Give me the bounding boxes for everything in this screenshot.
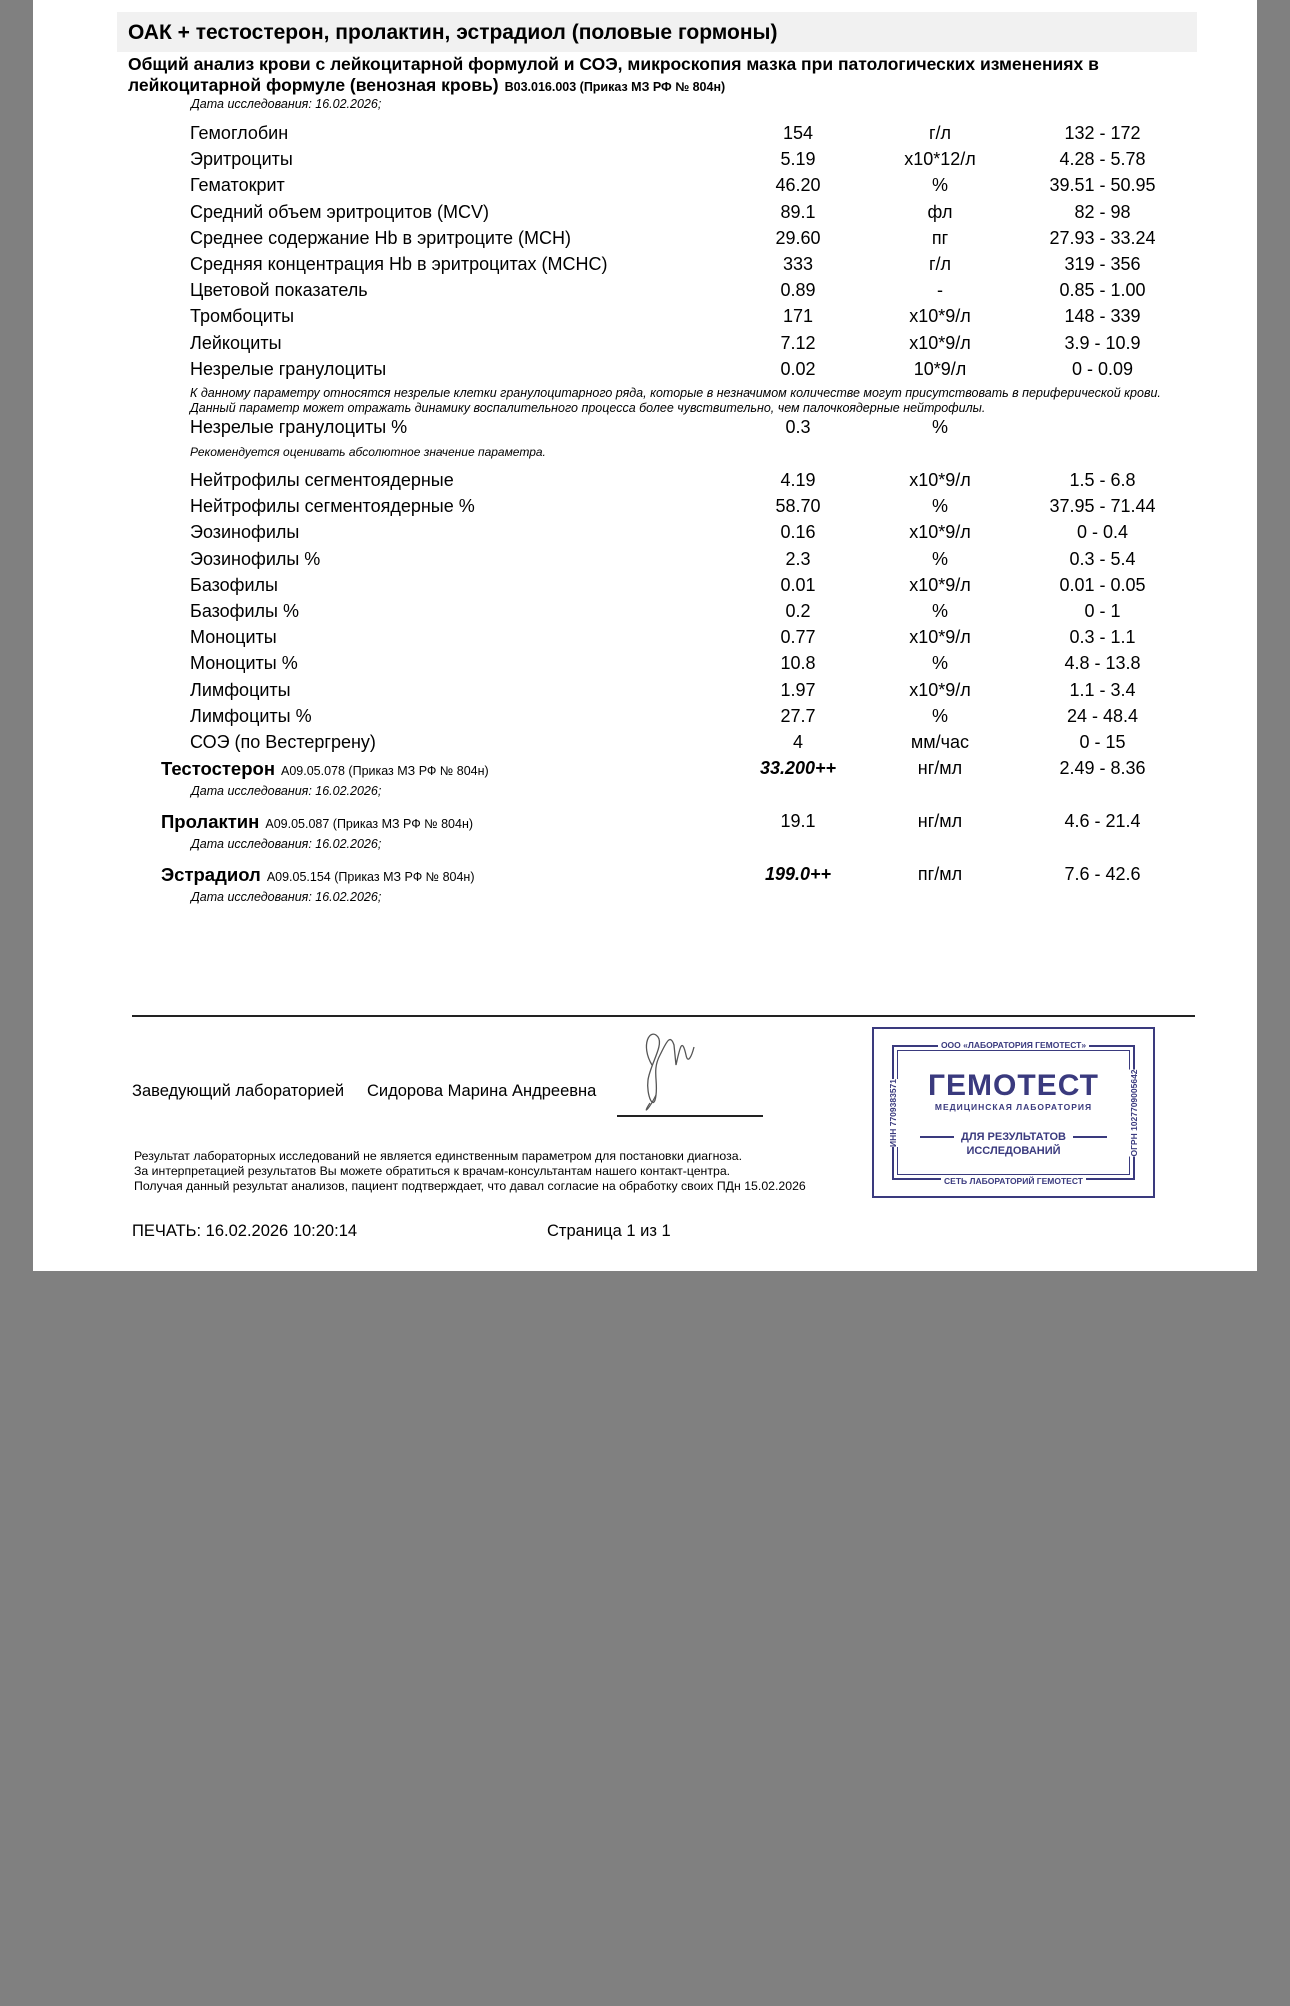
stamp-purpose — [874, 1130, 1153, 1158]
page-number: Страница 1 из 1 — [547, 1222, 671, 1240]
hormone-row — [0, 811, 1290, 835]
result-row — [0, 706, 1290, 730]
result-unit: нг/мл — [917, 758, 963, 778]
hormone-code: A09.05.078 (Приказ МЗ РФ № 804н) — [281, 764, 489, 778]
result-unit: пг/мл — [917, 864, 963, 884]
result-value: 1.97 — [780, 679, 816, 700]
result-name: Гемоглобин — [190, 123, 289, 143]
disclaimer-line: Результат лабораторных исследований не является единственным параметром для постановки диагноза. — [134, 1149, 742, 1163]
result-value: 0.2 — [785, 601, 811, 621]
result-name: Эозинофилы % — [190, 548, 321, 569]
result-row — [0, 680, 1290, 704]
note-absolute: Рекомендуется оценивать абсолютное значение параметра. — [190, 445, 546, 459]
disclaimer-line: Получая данный результат анализов, пациент подтверждает, что давал согласие на обработку своих ПДн 15.02.2026 — [134, 1179, 806, 1193]
result-name: Нейтрофилы сегментоядерные % — [190, 496, 475, 517]
hormone-name: Пролактин — [161, 811, 260, 832]
result-row — [0, 732, 1290, 756]
result-value: 0.3 — [785, 417, 811, 437]
result-value: 4 — [792, 732, 803, 752]
result-row — [0, 496, 1290, 520]
result-unit: % — [931, 417, 948, 437]
result-reference: 319 - 356 — [1064, 254, 1141, 274]
result-row — [0, 202, 1290, 226]
result-value: 58.70 — [775, 496, 821, 517]
result-value: 5.19 — [780, 149, 816, 170]
disclaimer-line: За интерпретацией результатов Вы можете обратиться к врачам-консультантам нашего контакт-центра. — [134, 1164, 731, 1178]
result-name: Незрелые гранулоциты % — [190, 417, 408, 437]
result-unit: x10*9/л — [909, 679, 971, 700]
result-unit: % — [931, 601, 948, 621]
result-row — [0, 470, 1290, 494]
result-reference: 0 - 15 — [1079, 732, 1126, 752]
result-row — [0, 175, 1290, 199]
result-value: 19.1 — [780, 811, 816, 831]
result-row — [0, 359, 1290, 383]
result-reference: 4.6 - 21.4 — [1064, 811, 1141, 831]
panel-code: B03.016.003 (Приказ МЗ РФ № 804н) — [504, 80, 726, 94]
result-unit: x10*12/л — [904, 149, 976, 170]
result-name: Тромбоциты — [190, 306, 295, 327]
result-value: 2.3 — [785, 548, 811, 569]
result-value: 33.200++ — [759, 758, 837, 778]
result-unit: % — [931, 548, 948, 569]
result-value: 46.20 — [775, 175, 821, 196]
result-row-immature-pct — [0, 417, 1290, 441]
hormone-code: A09.05.087 (Приказ МЗ РФ № 804н) — [265, 817, 474, 831]
result-unit: фл — [927, 201, 953, 222]
result-value: 29.60 — [775, 227, 821, 248]
result-value: 154 — [782, 123, 814, 143]
lab-stamp — [872, 1027, 1155, 1198]
hormone-name: Эстрадиол — [161, 864, 261, 885]
result-unit: 10*9/л — [913, 358, 967, 379]
result-unit: x10*9/л — [909, 574, 971, 595]
stamp-ogrn: ОГРН 1027709005642 — [1129, 1068, 1139, 1157]
result-unit: нг/мл — [917, 811, 963, 831]
result-value: 0.77 — [780, 627, 816, 648]
hormone-name-block — [161, 864, 475, 886]
hormone-name-block — [161, 758, 489, 780]
result-reference: 2.49 - 8.36 — [1059, 758, 1146, 778]
stamp-subtitle: МЕДИЦИНСКАЯ ЛАБОРАТОРИЯ — [934, 1102, 1093, 1112]
result-row — [0, 549, 1290, 573]
result-value: 27.7 — [780, 705, 816, 726]
result-unit: x10*9/л — [909, 522, 971, 543]
result-name: Лейкоциты — [190, 332, 282, 353]
result-row — [0, 280, 1290, 304]
result-value: 4.19 — [780, 470, 816, 490]
result-name: Эозинофилы — [190, 522, 300, 543]
result-unit: % — [931, 653, 948, 674]
result-reference: 1.5 - 6.8 — [1069, 470, 1136, 490]
result-unit: x10*9/л — [909, 470, 971, 490]
result-unit: % — [931, 705, 948, 726]
result-row — [0, 522, 1290, 546]
result-row — [0, 601, 1290, 625]
result-unit: x10*9/л — [909, 332, 971, 353]
result-name: Незрелые гранулоциты — [190, 358, 387, 379]
result-reference: 132 - 172 — [1064, 123, 1141, 143]
result-value: 89.1 — [780, 201, 816, 222]
result-name: Гематокрит — [190, 175, 285, 196]
result-name: Эритроциты — [190, 149, 293, 170]
result-unit: % — [931, 175, 948, 196]
result-value: 0.01 — [780, 574, 816, 595]
result-reference: 4.8 - 13.8 — [1064, 653, 1141, 674]
result-value: 0.16 — [780, 522, 816, 543]
result-value: 7.12 — [780, 332, 816, 353]
hormone-row — [0, 864, 1290, 888]
result-name: Базофилы — [190, 574, 278, 595]
stamp-brand: ГЕМОТЕСТ — [928, 1069, 1099, 1102]
panel-title — [128, 54, 1198, 98]
result-name: Средняя концентрация Hb в эритроцитах (MCHC) — [190, 254, 608, 274]
result-name: Моноциты % — [190, 653, 298, 674]
result-reference: 7.6 - 42.6 — [1064, 864, 1141, 884]
result-reference: 0.3 - 5.4 — [1069, 548, 1136, 569]
result-unit: x10*9/л — [909, 627, 971, 648]
hormone-date: Дата исследования: 16.02.2026; — [191, 890, 382, 904]
result-row — [0, 254, 1290, 278]
hormone-row — [0, 758, 1290, 782]
result-name: СОЭ (по Вестергрену) — [190, 732, 376, 752]
hormone-date: Дата исследования: 16.02.2026; — [191, 837, 382, 851]
note-immature-granulocytes: К данному параметру относятся незрелые клетки гранулоцитарного ряда, которые в незначимом количестве могут присутствовать в периферической крови. Данный параметр может отражать динамику воспалительного процесса более чувствительно, чем палочкоядерные нейтрофилы. — [190, 386, 1161, 415]
result-unit: г/л — [928, 254, 952, 274]
print-timestamp: ПЕЧАТЬ: 16.02.2026 10:20:14 — [132, 1222, 358, 1240]
result-row — [0, 123, 1290, 147]
stamp-purpose-line-2: ИССЛЕДОВАНИЙ — [966, 1145, 1061, 1157]
result-row — [0, 575, 1290, 599]
result-reference: 39.51 - 50.95 — [1049, 175, 1156, 196]
result-row — [0, 306, 1290, 330]
result-reference: 3.9 - 10.9 — [1064, 332, 1141, 353]
result-value: 10.8 — [780, 653, 816, 674]
hormone-name: Тестостерон — [161, 758, 275, 779]
result-name: Лимфоциты — [190, 679, 291, 700]
result-unit: пг — [931, 227, 949, 248]
result-unit: x10*9/л — [909, 306, 971, 327]
result-row — [0, 149, 1290, 173]
panel-title-text: Общий анализ крови с лейкоцитарной формулой и СОЭ, микроскопия мазка при патологических изменениях в лейкоцитарной формуле (венозная кровь) — [128, 54, 1099, 95]
result-reference: 4.28 - 5.78 — [1059, 149, 1146, 170]
result-value: 199.0++ — [764, 864, 832, 884]
result-unit: % — [931, 496, 948, 517]
result-reference: 1.1 - 3.4 — [1069, 679, 1136, 700]
result-reference: 24 - 48.4 — [1066, 705, 1139, 726]
result-value: 0.02 — [780, 358, 816, 379]
section-title: ОАК + тестостерон, пролактин, эстрадиол (половые гормоны) — [128, 21, 778, 44]
result-name: Средний объем эритроцитов (MCV) — [190, 201, 490, 222]
divider-line — [132, 1015, 1195, 1017]
result-row — [0, 228, 1290, 252]
stamp-top-text: ООО «ЛАБОРАТОРИЯ ГЕМОТЕСТ» — [938, 1040, 1089, 1050]
handwritten-signature — [630, 1025, 710, 1120]
result-reference: 0.85 - 1.00 — [1059, 280, 1146, 301]
panel-date: Дата исследования: 16.02.2026; — [191, 97, 382, 111]
result-reference: 27.93 - 33.24 — [1049, 227, 1156, 248]
result-unit: - — [937, 280, 943, 301]
result-reference: 0 - 0.09 — [1071, 358, 1134, 379]
disclaimer — [134, 1149, 806, 1194]
result-value: 333 — [782, 254, 814, 274]
hormone-date: Дата исследования: 16.02.2026; — [191, 784, 382, 798]
result-name: Моноциты — [190, 627, 277, 648]
result-name: Цветовой показатель — [190, 280, 368, 301]
result-name: Лимфоциты % — [190, 705, 312, 726]
hormone-code: A09.05.154 (Приказ МЗ РФ № 804н) — [266, 870, 475, 884]
result-name: Среднее содержание Hb в эритроците (MCH) — [190, 227, 571, 248]
stamp-inn: ИНН 7709383571 — [888, 1078, 898, 1147]
stamp-purpose-line-1: ДЛЯ РЕЗУЛЬТАТОВ — [961, 1131, 1066, 1143]
result-unit: г/л — [928, 123, 952, 143]
result-unit: мм/час — [910, 732, 970, 752]
result-row — [0, 627, 1290, 651]
signature-underline — [617, 1115, 763, 1117]
result-reference: 0 - 1 — [1084, 601, 1121, 621]
result-value: 171 — [782, 306, 814, 327]
result-name: Нейтрофилы сегментоядерные — [190, 470, 454, 490]
result-name: Базофилы % — [190, 601, 299, 621]
result-reference: 0.3 - 1.1 — [1069, 627, 1136, 648]
result-value: 0.89 — [780, 280, 816, 301]
hormone-name-block — [161, 811, 473, 833]
signature-role: Заведующий лабораторией — [132, 1082, 345, 1100]
result-reference: 0 - 0.4 — [1076, 522, 1129, 543]
result-reference: 148 - 339 — [1064, 306, 1141, 327]
result-row — [0, 653, 1290, 677]
result-row — [0, 333, 1290, 357]
result-reference: 37.95 - 71.44 — [1049, 496, 1156, 517]
result-reference: 0.01 - 0.05 — [1059, 574, 1146, 595]
stamp-bottom-text: СЕТЬ ЛАБОРАТОРИЙ ГЕМОТЕСТ — [941, 1176, 1086, 1186]
result-reference: 82 - 98 — [1074, 201, 1131, 222]
signature-name: Сидорова Марина Андреевна — [367, 1082, 597, 1100]
